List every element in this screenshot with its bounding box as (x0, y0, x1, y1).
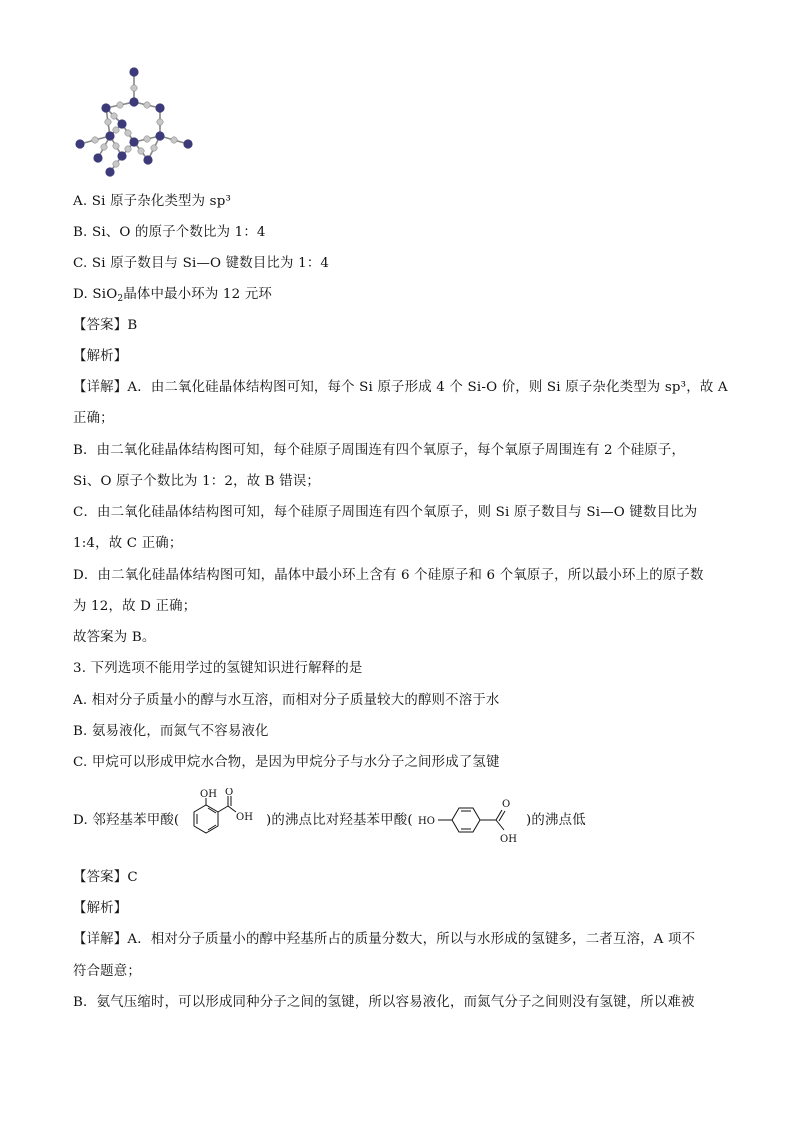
q3-explain-line-3: B．氨气压缩时，可以形成同种分子之间的氢键，所以容易液化，而氮气分子之间则没有氢键，所以难被 (73, 995, 695, 1010)
q3-option-a: A. 相对分子质量小的醇与水互溶，而相对分子质量较大的醇则不溶于水 (73, 693, 500, 708)
q3-option-b: B. 氨易液化，而氮气不容易液化 (73, 724, 269, 739)
q2-explain-line-4: Si、O 原子个数比为 1：2，故 B 错误； (73, 474, 321, 489)
q2-option-d-prefix: D. SiO (73, 287, 118, 302)
q2-explain-line-2: 正确； (73, 411, 114, 426)
q3-option-d-prefix: D. 邻羟基苯甲酸( (73, 813, 180, 828)
mol1-oh-right-label: OH (236, 812, 253, 823)
mol1-oh-top-label: OH (200, 789, 217, 800)
q2-option-a: A. Si 原子杂化类型为 sp³ (73, 194, 232, 209)
ortho-hydroxybenzoic-acid-structure (176, 788, 266, 848)
q2-explain-line-3: B．由二氧化硅晶体结构图可知，每个硅原子周围连有四个氧原子，每个氧原子周围连有 2 个硅原子， (73, 443, 686, 458)
q2-explain-line-7: D．由二氧化硅晶体结构图可知，晶体中最小环上含有 6 个硅原子和 6 个氧原子，所以最小环上的原子数 (73, 568, 704, 583)
mol2-oh-label: OH (500, 834, 517, 845)
para-hydroxybenzoic-acid-structure (418, 790, 528, 850)
q2-option-b: B. Si、O 的原子个数比为 1：4 (73, 225, 266, 240)
q2-explain-line-8: 为 12，故 D 正确； (73, 599, 197, 614)
q3-stem: 3. 下列选项不能用学过的氢键知识进行解释的是 (73, 661, 363, 676)
q2-explain-line-1: 【详解】A．由二氧化硅晶体结构图可知，每个 Si 原子形成 4 个 Si-O 价，则 Si 原子杂化类型为 sp³，故 A (73, 380, 728, 395)
q2-analysis-label: 【解析】 (73, 349, 128, 364)
q2-explain-line-6: 1:4，故 C 正确； (73, 536, 183, 551)
q3-explain-line-2: 符合题意； (73, 964, 141, 979)
q3-analysis-label: 【解析】 (73, 901, 128, 916)
q2-option-c: C. Si 原子数目与 Si—O 键数目比为 1：4 (73, 256, 330, 271)
q2-option-d-subscript: 2 (117, 294, 124, 304)
q2-answer: 【答案】B (73, 318, 138, 333)
q2-explain-line-9: 故答案为 B。 (73, 630, 156, 645)
q3-option-d-suffix: )的沸点低 (526, 813, 586, 828)
q3-option-c: C. 甲烷可以形成甲烷水合物，是因为甲烷分子与水分子之间形成了氢键 (73, 755, 500, 770)
q2-option-d-suffix: 晶体中最小环为 12 元环 (123, 287, 273, 302)
sio2-crystal-structure-image (70, 62, 200, 182)
mol2-o-label: O (502, 799, 511, 810)
q3-option-d-middle: )的沸点比对羟基苯甲酸( (266, 813, 413, 828)
mol1-o-label: O (225, 788, 234, 798)
mol2-ho-label: HO (418, 816, 435, 827)
q2-option-d (73, 286, 272, 308)
q3-explain-line-1: 【详解】A．相对分子质量小的醇中羟基所占的质量分数大，所以与水形成的氢键多，二者互溶，A 项不 (73, 932, 696, 947)
q3-answer: 【答案】C (73, 870, 138, 885)
q2-explain-line-5: C．由二氧化硅晶体结构图可知，每个硅原子周围连有四个氧原子，则 Si 原子数目与 Si—O 键数目比为 (73, 505, 698, 520)
